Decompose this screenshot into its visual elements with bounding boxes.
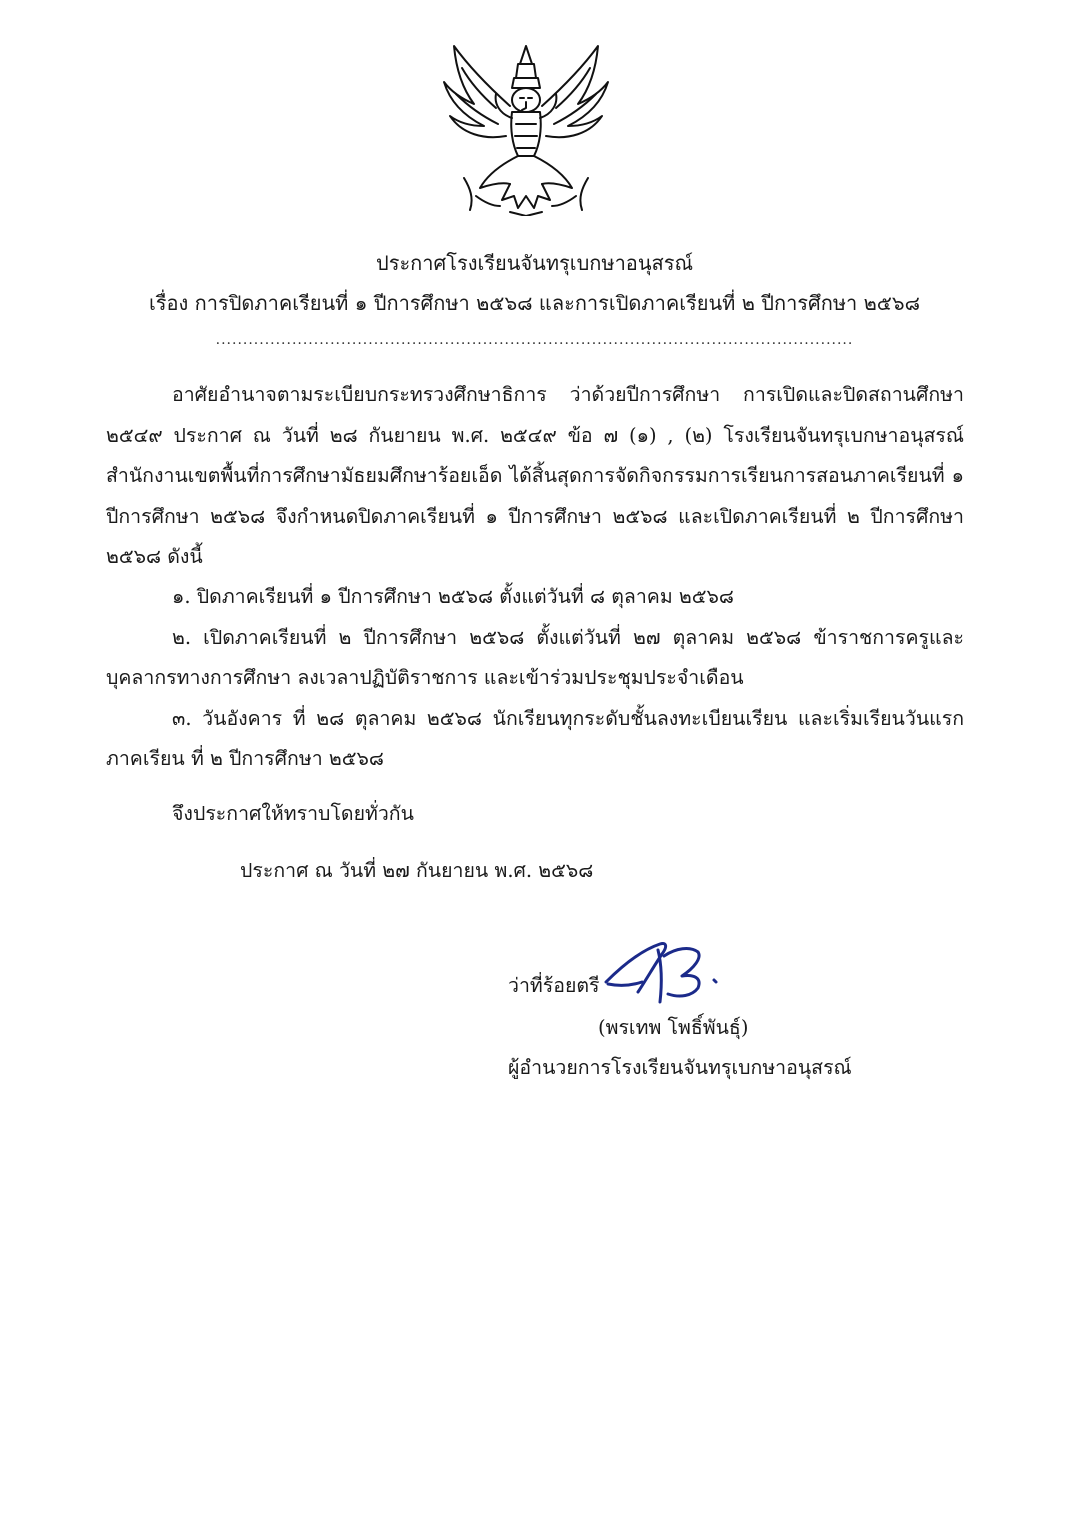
signer-position: ผู้อำนวยการโรงเรียนจันทรุเบกษาอนุสรณ์	[508, 1056, 852, 1079]
intro-paragraph: อาศัยอำนาจตามระเบียบกระทรวงศึกษาธิการ ว่าด้วยปีการศึกษา การเปิดและปิดสถานศึกษา ๒๕๔๙ ประกาศ ณ วันที่ ๒๘ กันยายน พ.ศ. ๒๕๔๙ ข้อ ๗ (๑) , (๒) โรงเรียนจันทรุเบกษาอนุสรณ์ สำนักงานเขตพื้นที่การศึกษามัธยมศึกษาร้อยเอ็ด ได้สิ้นสุดการจัดกิจกรรมการเรียนการสอนภาคเรียนที่ ๑ ปีการศึกษา ๒๕๖๘ จึงกำหนดปิดภาคเรียนที่ ๑ ปีการศึกษา ๒๕๖๘ และเปิดภาคเรียนที่ ๒ ปีการศึกษา ๒๕๖๘ ดังนี้	[106, 383, 964, 568]
item-list	[106, 577, 964, 780]
list-item: ๑. ปิดภาคเรียนที่ ๑ ปีการศึกษา ๒๕๖๘ ตั้งแต่วันที่ ๘ ตุลาคม ๒๕๖๘	[172, 585, 734, 608]
announcement-title: ประกาศโรงเรียนจันทรุเบกษาอนุสรณ์	[376, 251, 693, 275]
signer-name: (พรเทพ โพธิ์พันธุ์)	[598, 1016, 749, 1039]
handwritten-signature-icon	[602, 936, 742, 1006]
list-item: ๒. เปิดภาคเรียนที่ ๒ ปีการศึกษา ๒๕๖๘ ตั้งแต่วันที่ ๒๗ ตุลาคม ๒๕๖๘ ข้าราชการครูและบุคลากรทางการศึกษา ลงเวลาปฏิบัติราชการ และเข้าร่วมประชุมประจำเดือน	[106, 625, 964, 689]
list-item: ๓. วันอังคาร ที่ ๒๘ ตุลาคม ๒๕๖๘ นักเรียนทุกระดับชั้นลงทะเบียนเรียน และเริ่มเรียนวันแรกภาคเรียน ที่ ๒ ปีการศึกษา ๒๕๖๘	[106, 706, 964, 770]
garuda-emblem-icon	[440, 38, 612, 216]
dotted-divider: .....................................................................................................................	[215, 332, 854, 348]
announcement-subject: เรื่อง การปิดภาคเรียนที่ ๑ ปีการศึกษา ๒๕๖๘ และการเปิดภาคเรียนที่ ๒ ปีการศึกษา ๒๕๖๘	[148, 291, 921, 315]
closing-statement: จึงประกาศให้ทราบโดยทั่วกัน	[172, 802, 414, 825]
announcement-date: ประกาศ ณ วันที่ ๒๗ กันยายน พ.ศ. ๒๕๖๘	[240, 859, 594, 882]
signer-rank: ว่าที่ร้อยตรี	[508, 974, 600, 997]
